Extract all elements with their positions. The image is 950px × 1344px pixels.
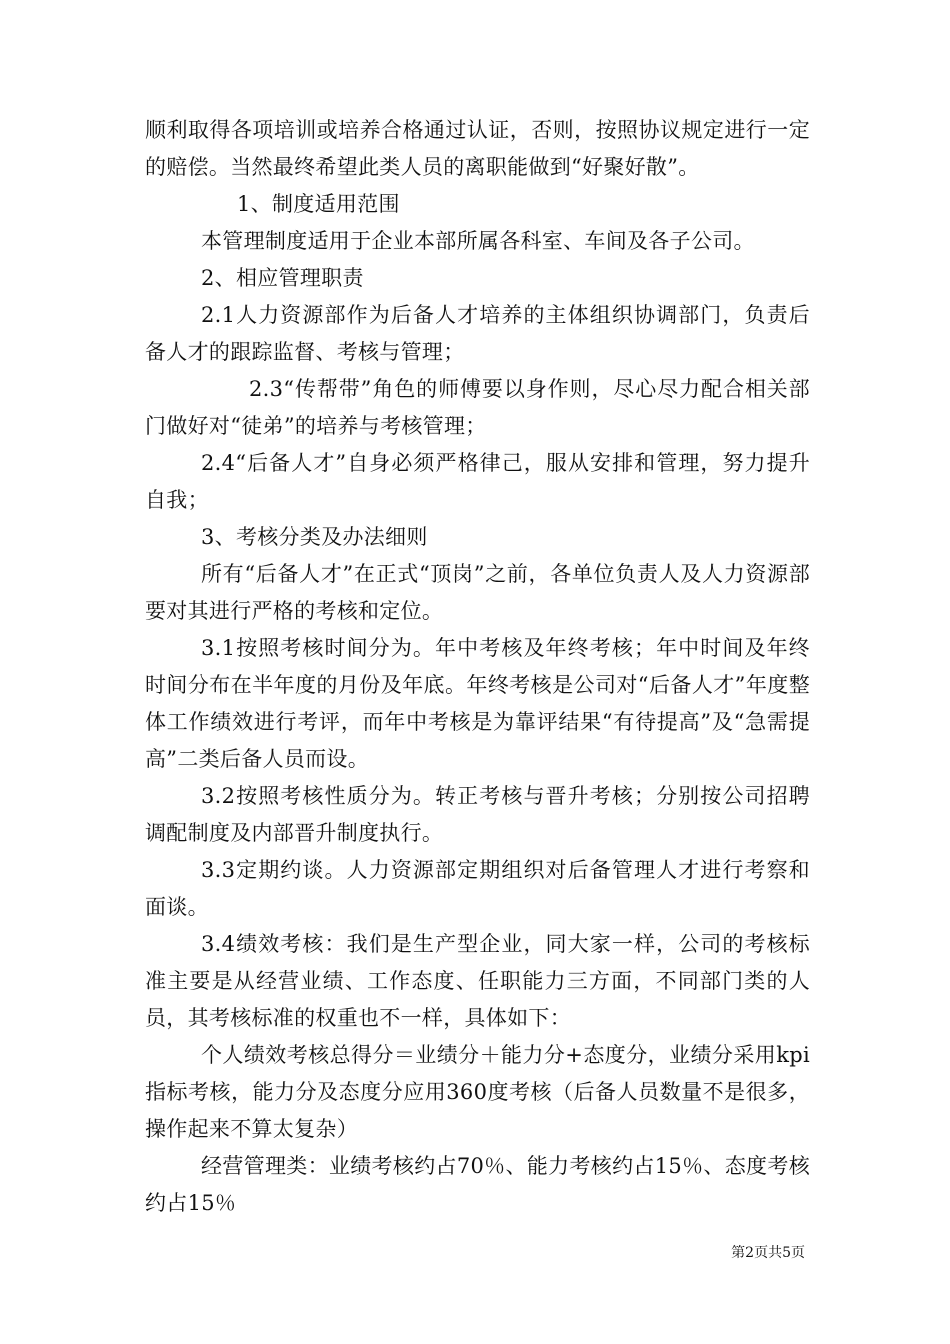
paragraph-6: 2.3“传帮带”角色的师傅要以身作则，尽心尽力配合相关部门做好对“徒弟”的培养与考核管理； <box>145 377 810 438</box>
paragraph-3: 本管理制度适用于企业本部所属各科室、车间及各子公司。 <box>201 229 755 253</box>
paragraph-8: 3、考核分类及办法细则 <box>201 525 428 549</box>
paragraph-14: 个人绩效考核总得分＝业绩分＋能力分+态度分，业绩分采用kpi指标考核，能力分及态度分应用360度考核（后备人员数量不是很多，操作起来不算太复杂） <box>145 1043 810 1141</box>
paragraph-9: 所有“后备人才”在正式“顶岗”之前，各单位负责人及人力资源部要对其进行严格的考核和定位。 <box>145 562 810 623</box>
paragraph-15: 经营管理类：业绩考核约占70％、能力考核约占15％、态度考核约占15％ <box>145 1154 810 1215</box>
paragraph-1: 顺利取得各项培训或培养合格通过认证，否则，按照协议规定进行一定的赔偿。当然最终希望此类人员的离职能做到“好聚好散”。 <box>145 118 810 179</box>
paragraph-10: 3.1按照考核时间分为。年中考核及年终考核；年中时间及年终时间分布在半年度的月份及年底。年终考核是公司对“后备人才”年度整体工作绩效进行考评，而年中考核是为靠评结果“有待提高”及“急需提高”二类后备人员而设。 <box>145 636 810 771</box>
paragraph-11: 3.2按照考核性质分为。转正考核与晋升考核；分别按公司招聘调配制度及内部晋升制度执行。 <box>145 784 810 845</box>
paragraph-7: 2.4“后备人才”自身必须严格律己，服从安排和管理，努力提升自我； <box>145 451 810 512</box>
page-number: 第2页共5页 <box>731 1245 805 1261</box>
document-body <box>145 112 810 1222</box>
paragraph-13: 3.4绩效考核：我们是生产型企业，同大家一样，公司的考核标准主要是从经营业绩、工作态度、任职能力三方面，不同部门类的人员，其考核标准的权重也不一样，具体如下： <box>145 932 810 1030</box>
paragraph-4: 2、相应管理职责 <box>201 266 364 290</box>
paragraph-12: 3.3定期约谈。人力资源部定期组织对后备管理人才进行考察和面谈。 <box>145 858 810 919</box>
paragraph-5: 2.1人力资源部作为后备人才培养的主体组织协调部门，负责后备人才的跟踪监督、考核与管理； <box>145 303 810 364</box>
paragraph-2: 1、制度适用范围 <box>237 192 400 216</box>
